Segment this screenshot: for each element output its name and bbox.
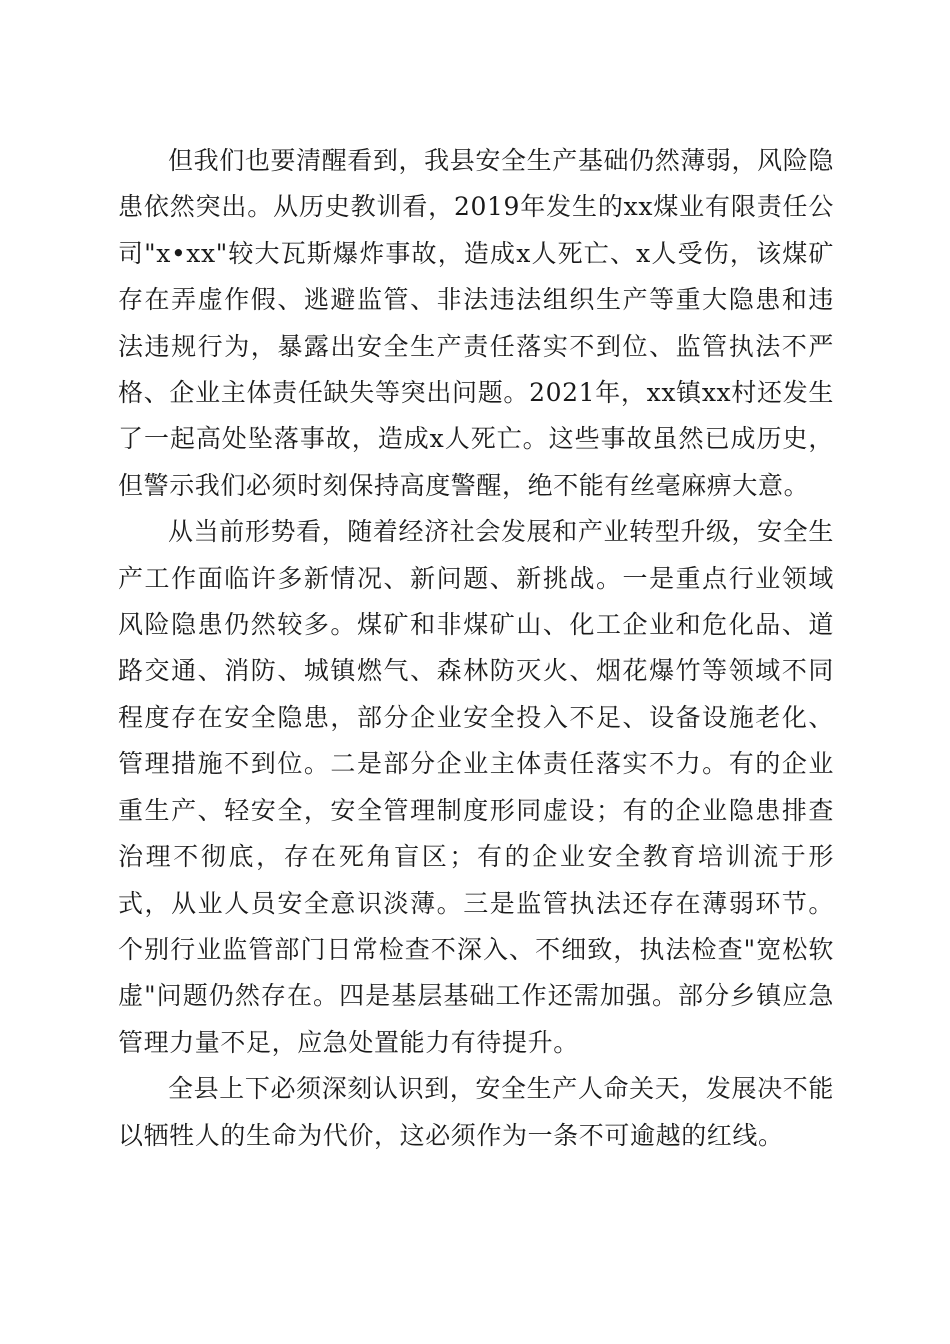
paragraph-red-line: 全县上下必须深刻认识到，安全生产人命关天，发展决不能以牺牲人的生命为代价，这必须作为一条不可逾越的红线。: [118, 1074, 834, 1150]
paragraph-history-lessons: 但我们也要清醒看到，我县安全生产基础仍然薄弱，风险隐患依然突出。从历史教训看，2019年发生的xx煤业有限责任公司"x•xx"较大瓦斯爆炸事故，造成x人死亡、x人受伤，该煤矿存在弄虚作假、逃避监管、非法违法组织生产等重大隐患和违法违规行为，暴露出安全生产责任落实不到位、监管执法不严格、企业主体责任缺失等突出问题。2021年，xx镇xx村还发生了一起高处坠落事故，造成x人死亡。这些事故虽然已成历史，但警示我们必须时刻保持高度警醒，绝不能有丝毫麻痹大意。: [118, 146, 834, 500]
document-body: [118, 138, 834, 1159]
paragraph-current-situation: 从当前形势看，随着经济社会发展和产业转型升级，安全生产工作面临许多新情况、新问题、新挑战。一是重点行业领域风险隐患仍然较多。煤矿和非煤矿山、化工企业和危化品、道路交通、消防、城镇燃气、森林防灭火、烟花爆竹等领域不同程度存在安全隐患，部分企业安全投入不足、设备设施老化、管理措施不到位。二是部分企业主体责任落实不力。有的企业重生产、轻安全，安全管理制度形同虚设；有的企业隐患排查治理不彻底，存在死角盲区；有的企业安全教育培训流于形式，从业人员安全意识淡薄。三是监管执法还存在薄弱环节。个别行业监管部门日常检查不深入、不细致，执法检查"宽松软虚"问题仍然存在。四是基层基础工作还需加强。部分乡镇应急管理力量不足，应急处置能力有待提升。: [118, 517, 834, 1057]
